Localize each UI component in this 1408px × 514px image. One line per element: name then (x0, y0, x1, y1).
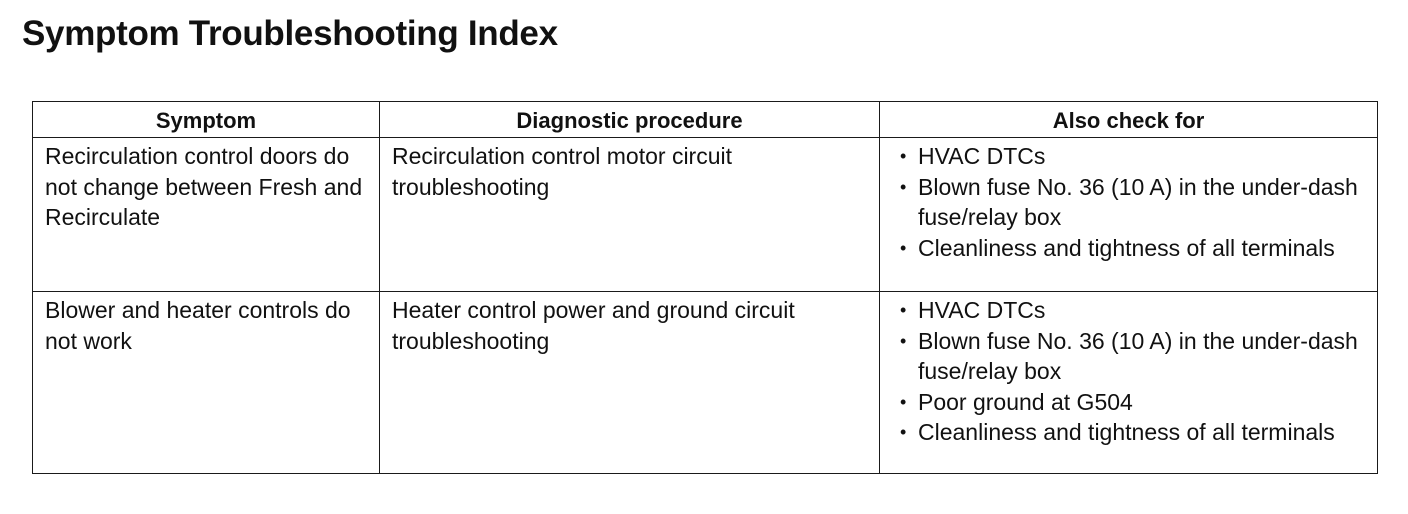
check-item-text: HVAC DTCs (918, 143, 1046, 169)
check-list (892, 295, 1369, 448)
also-check-cell (880, 138, 1378, 292)
check-item (892, 233, 1369, 264)
table-header-row (33, 102, 1378, 138)
bullet-icon: • (900, 300, 907, 320)
also-check-cell (880, 292, 1378, 474)
check-item-text: Blown fuse No. 36 (10 A) in the under-dash fuse/relay box (918, 327, 1358, 384)
header-diagnostic-procedure: Diagnostic procedure (380, 102, 880, 138)
procedure-cell: Recirculation control motor circuit troubleshooting (380, 138, 880, 292)
bullet-icon: • (900, 146, 907, 166)
check-item-text: Blown fuse No. 36 (10 A) in the under-dash fuse/relay box (918, 173, 1358, 230)
header-also-check-for: Also check for (880, 102, 1378, 138)
table-row (33, 292, 1378, 474)
bullet-icon: • (900, 391, 907, 412)
check-item (892, 326, 1369, 387)
bullet-icon: • (900, 330, 907, 351)
page-title: Symptom Troubleshooting Index (22, 14, 558, 53)
symptom-cell: Recirculation control doors do not change between Fresh and Recirculate (33, 138, 380, 292)
header-symptom: Symptom (33, 102, 380, 138)
bullet-icon: • (900, 176, 907, 197)
check-item-text: Cleanliness and tightness of all terminals (918, 419, 1335, 445)
check-item-text: HVAC DTCs (918, 297, 1046, 323)
check-item-text: Poor ground at G504 (918, 388, 1133, 415)
check-item (892, 417, 1369, 448)
check-list (892, 141, 1369, 263)
check-item-text: Cleanliness and tightness of all terminals (918, 234, 1335, 261)
procedure-cell: Heater control power and ground circuit troubleshooting (380, 292, 880, 474)
check-item (892, 295, 1369, 326)
bullet-icon: • (900, 422, 907, 442)
bullet-icon: • (900, 237, 907, 258)
symptom-cell: Blower and heater controls do not work (33, 292, 380, 474)
table-row (33, 138, 1378, 292)
check-item (892, 141, 1369, 172)
troubleshooting-table (32, 101, 1378, 474)
check-item (892, 172, 1369, 233)
check-item (892, 387, 1369, 418)
